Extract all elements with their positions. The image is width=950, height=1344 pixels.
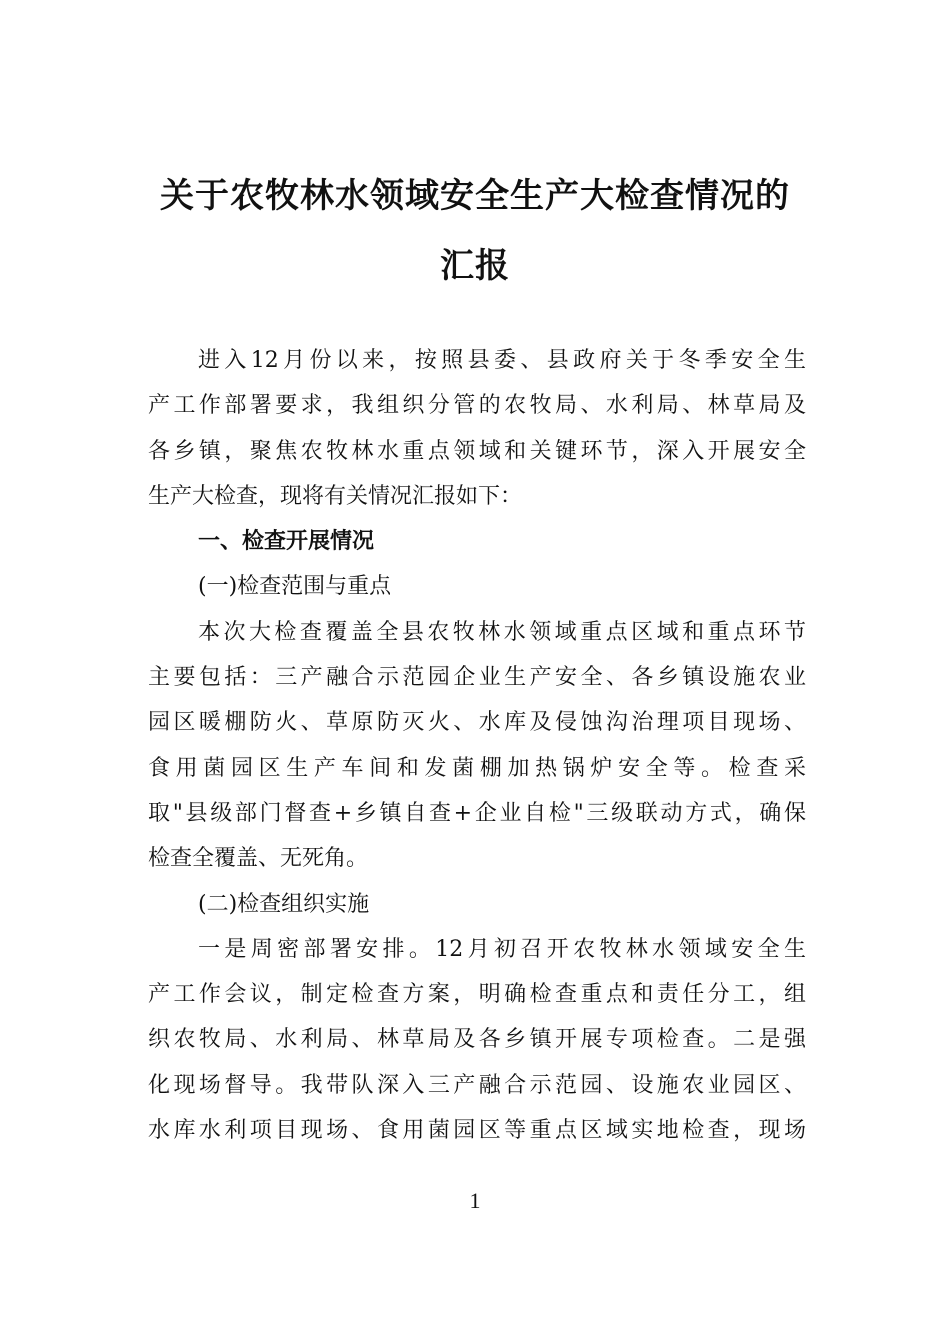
text-line: 检查全覆盖、无死角。	[148, 846, 369, 872]
text-line: 水库水利项目现场、食用菌园区等重点区域实地检查，现场	[148, 1118, 806, 1144]
text-line: 园区暖棚防火、草原防灭火、水库及侵蚀沟治理项目现场、	[148, 710, 806, 736]
document-title-line-2: 汇报	[440, 246, 510, 286]
text-line: 进入12月份以来，按照县委、县政府关于冬季安全生	[198, 348, 806, 373]
text-line: 本次大检查覆盖全县农牧林水领域重点区域和重点环节	[198, 619, 806, 645]
text-line: 各乡镇，聚焦农牧林水重点领域和关键环节，深入开展安全	[148, 438, 806, 464]
scope-paragraph	[148, 610, 806, 882]
text-line: 食用菌园区生产车间和发菌棚加热锅炉安全等。检查采	[148, 755, 806, 781]
document-title-line-1: 关于农牧林水领域安全生产大检查情况的	[160, 176, 790, 216]
implementation-paragraph	[148, 927, 806, 1153]
document-body	[148, 338, 806, 1153]
page-number: 1	[469, 1188, 481, 1213]
text-line: 取"县级部门督查+乡镇自查+企业自检"三级联动方式，确保	[148, 800, 806, 826]
text-line: 主要包括：三产融合示范园企业生产安全、各乡镇设施农业	[148, 665, 806, 691]
subsection-heading: (二)检查组织实施	[198, 891, 370, 917]
subsection-heading: (一)检查范围与重点	[198, 574, 392, 600]
text-line: 织农牧局、水利局、林草局及各乡镇开展专项检查。二是强	[148, 1027, 806, 1053]
text-line: 一是周密部署安排。12月初召开农牧林水领域安全生	[198, 936, 806, 962]
section-heading: 一、检查开展情况	[198, 529, 375, 555]
text-line: 化现场督导。我带队深入三产融合示范园、设施农业园区、	[148, 1072, 806, 1098]
text-line: 生产大检查，现将有关情况汇报如下：	[148, 483, 523, 509]
text-line: 产工作部署要求，我组织分管的农牧局、水利局、林草局及	[148, 393, 806, 419]
text-line: 产工作会议，制定检查方案，明确检查重点和责任分工，组	[148, 982, 806, 1008]
intro-paragraph	[148, 338, 806, 519]
